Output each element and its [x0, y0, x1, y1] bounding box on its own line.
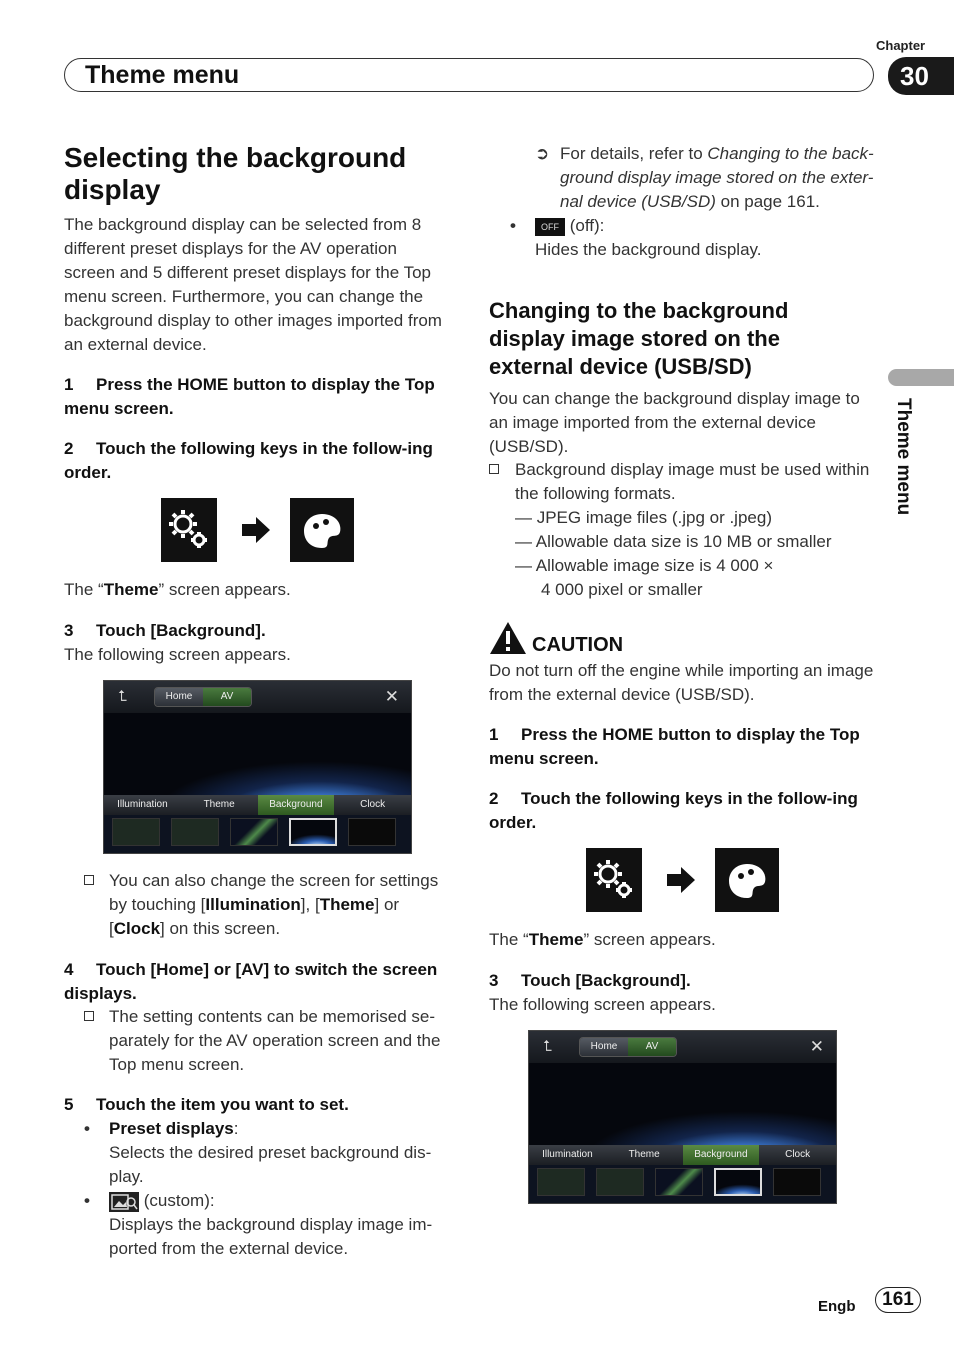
text-fragment: ], [ — [300, 895, 320, 914]
custom-label: (custom): — [143, 1191, 215, 1210]
step-1-usb — [489, 723, 881, 771]
custom-image-icon — [109, 1192, 139, 1212]
step-number: 1 — [64, 375, 74, 394]
text-fragment: ] on this screen. — [160, 919, 281, 938]
text-fragment: The “ — [64, 580, 104, 599]
intro-paragraph: The background display can be selected from 8 different preset displays for the AV operation screen and 5 different preset displays for the Top menu screen. Furthermore, you can change the background display to other images imported from an external device. — [64, 215, 442, 354]
following-screen-text: The following screen appears. — [489, 995, 716, 1014]
bullet-preset — [84, 1117, 454, 1189]
section-title-bar — [64, 58, 874, 92]
step-text: Press the HOME button to display the Top menu screen. — [489, 725, 860, 768]
thumbnail — [773, 1168, 821, 1196]
reference-link-text: Changing to the back-ground display image stored on the exter-nal device (USB/SD) — [560, 144, 874, 211]
thumbnail — [537, 1168, 585, 1196]
theme-word: Theme — [319, 895, 375, 914]
theme-screen-appears — [489, 928, 881, 952]
screen-background-image — [529, 1063, 836, 1145]
following-screen-text: The following screen appears. — [64, 645, 291, 664]
text-fragment: The “ — [489, 930, 529, 949]
preset-desc: Selects the desired preset background dis-play. — [109, 1143, 432, 1186]
usb-intro: You can change the background display image to an image imported from the external device (USB/SD). — [489, 389, 860, 456]
theme-word: Theme — [103, 580, 159, 599]
step-5 — [64, 1093, 454, 1117]
settings-key — [586, 848, 642, 912]
back-icon: ⮤ — [543, 1038, 552, 1055]
thumbnail — [112, 818, 160, 846]
thumbnail — [596, 1168, 644, 1196]
screen-topbar — [529, 1031, 836, 1063]
step-text: Touch [Background]. — [521, 971, 691, 990]
preset-label: Preset displays — [109, 1119, 234, 1138]
tab-theme: Theme — [203, 799, 235, 810]
step-number: 2 — [64, 439, 74, 458]
bullet-off — [510, 214, 880, 262]
home-tab: Home — [580, 1038, 628, 1056]
step-number: 3 — [489, 971, 499, 990]
bullet-dot: • — [510, 216, 516, 235]
bullet-dot: • — [84, 1119, 90, 1138]
screen-tabs — [529, 1145, 836, 1165]
tab-clock: Clock — [360, 799, 386, 810]
thumbnail-selected — [714, 1168, 762, 1196]
home-av-toggle — [154, 687, 252, 707]
caution-title: CAUTION — [532, 634, 624, 656]
text-fragment: For details, refer to — [560, 144, 708, 163]
text-fragment: The setting contents can be memorised se-parately for the AV operation screen and the Top menu screen. — [109, 1007, 441, 1074]
bullet-custom — [84, 1189, 454, 1261]
step-text: Touch [Home] or [AV] to switch the screen displays. — [64, 960, 438, 1003]
note-settings — [84, 869, 454, 941]
step-4 — [64, 958, 454, 1006]
format-size: — Allowable data size is 10 MB or smaller — [515, 532, 832, 551]
screen-topbar — [104, 681, 411, 713]
theme-screen-appears — [64, 578, 454, 602]
note-formats — [489, 458, 881, 602]
language-code: Engb — [818, 1298, 856, 1315]
palette-icon — [296, 504, 348, 556]
av-tab: AV — [203, 688, 251, 706]
step-text: Touch the following keys in the follow-ing order. — [64, 439, 433, 482]
tab-illumination: Illumination — [117, 799, 168, 810]
text-fragment: : — [233, 1119, 239, 1138]
text-fragment: on page 161. — [715, 192, 820, 211]
format-jpeg: — JPEG image files (.jpg or .jpeg) — [515, 508, 772, 527]
close-icon: ✕ — [384, 687, 399, 706]
step-number: 3 — [64, 621, 74, 640]
home-tab: Home — [155, 688, 203, 706]
settings-key — [161, 498, 217, 562]
thumbnail — [171, 818, 219, 846]
av-tab: AV — [628, 1038, 676, 1056]
step-text: Touch the item you want to set. — [96, 1095, 349, 1114]
thumbnail-row — [112, 818, 396, 846]
screen-tabs — [104, 795, 411, 815]
close-icon: ✕ — [809, 1037, 824, 1056]
clock-word: Clock — [113, 919, 161, 938]
format-dimensions: — Allowable image size is 4 000 × — [515, 556, 774, 575]
tab-background: Background — [258, 795, 335, 815]
thumbnail-row — [537, 1168, 821, 1196]
off-icon: OFF — [535, 218, 565, 236]
section-title: Theme menu — [85, 60, 240, 89]
step-number: 1 — [489, 725, 499, 744]
reference-note — [535, 142, 880, 214]
tab-theme: Theme — [628, 1149, 660, 1160]
step-number: 2 — [489, 789, 499, 808]
reference-arrow-icon: ➲ — [535, 144, 550, 163]
step-2 — [64, 437, 454, 485]
section-title-usb: Changing to the background display image stored on the external device (USB/SD) — [489, 298, 789, 379]
text-fragment: You can also change the screen for settings by touching [ — [109, 871, 439, 914]
step-3 — [64, 619, 454, 643]
step-number: 5 — [64, 1095, 74, 1114]
thumbnail — [655, 1168, 703, 1196]
thumbnail — [230, 818, 278, 846]
home-av-toggle — [579, 1037, 677, 1057]
back-icon: ⮤ — [118, 688, 127, 705]
step-2-usb — [489, 787, 881, 835]
arrow-right-icon — [665, 864, 697, 896]
step-3-usb — [489, 969, 881, 993]
screen-background-image — [104, 713, 411, 795]
thumbnail-selected — [289, 818, 337, 846]
side-tab-marker — [888, 369, 954, 386]
off-label: (off): — [569, 216, 605, 235]
gears-icon — [163, 504, 215, 556]
arrow-right-icon — [240, 514, 272, 546]
page-title: Selecting the background display — [64, 142, 407, 205]
background-screen-preview — [103, 680, 412, 854]
step-text: Touch [Background]. — [96, 621, 266, 640]
bullet-dot: • — [84, 1191, 90, 1210]
theme-key — [715, 848, 779, 912]
custom-desc: Displays the background display image im-ported from the external device. — [109, 1215, 433, 1258]
tab-background: Background — [683, 1145, 760, 1165]
tab-clock: Clock — [785, 1149, 811, 1160]
tab-illumination: Illumination — [542, 1149, 593, 1160]
note-memorised — [84, 1005, 454, 1077]
text-fragment: ” screen appears. — [158, 580, 291, 599]
gears-icon — [588, 854, 640, 906]
step-1 — [64, 373, 454, 421]
step-text: Touch the following keys in the follow-ing order. — [489, 789, 858, 832]
illumination-word: Illumination — [205, 895, 301, 914]
caution-text: Do not turn off the engine while importing an image from the external device (USB/SD). — [489, 661, 874, 704]
format-dimensions-cont: 4 000 pixel or smaller — [541, 580, 703, 599]
thumbnail — [348, 818, 396, 846]
text-fragment: Background display image must be used within the following formats. — [515, 460, 870, 503]
chapter-number: 30 — [888, 57, 954, 95]
step-text: Press the HOME button to display the Top menu screen. — [64, 375, 435, 418]
text-fragment: ” screen appears. — [583, 930, 716, 949]
off-desc: Hides the background display. — [535, 240, 762, 259]
step-number: 4 — [64, 960, 74, 979]
side-tab-label: Theme menu — [893, 398, 914, 516]
text-fragment: ] or [ — [109, 895, 400, 938]
checkbox-bullet-icon — [84, 875, 94, 885]
background-screen-preview — [528, 1030, 837, 1204]
palette-icon — [721, 854, 773, 906]
page-number: 161 — [875, 1287, 921, 1313]
checkbox-bullet-icon — [84, 1011, 94, 1021]
theme-key — [290, 498, 354, 562]
checkbox-bullet-icon — [489, 464, 499, 474]
theme-word: Theme — [528, 930, 584, 949]
caution-icon — [489, 621, 527, 655]
chapter-label: Chapter — [876, 38, 926, 53]
